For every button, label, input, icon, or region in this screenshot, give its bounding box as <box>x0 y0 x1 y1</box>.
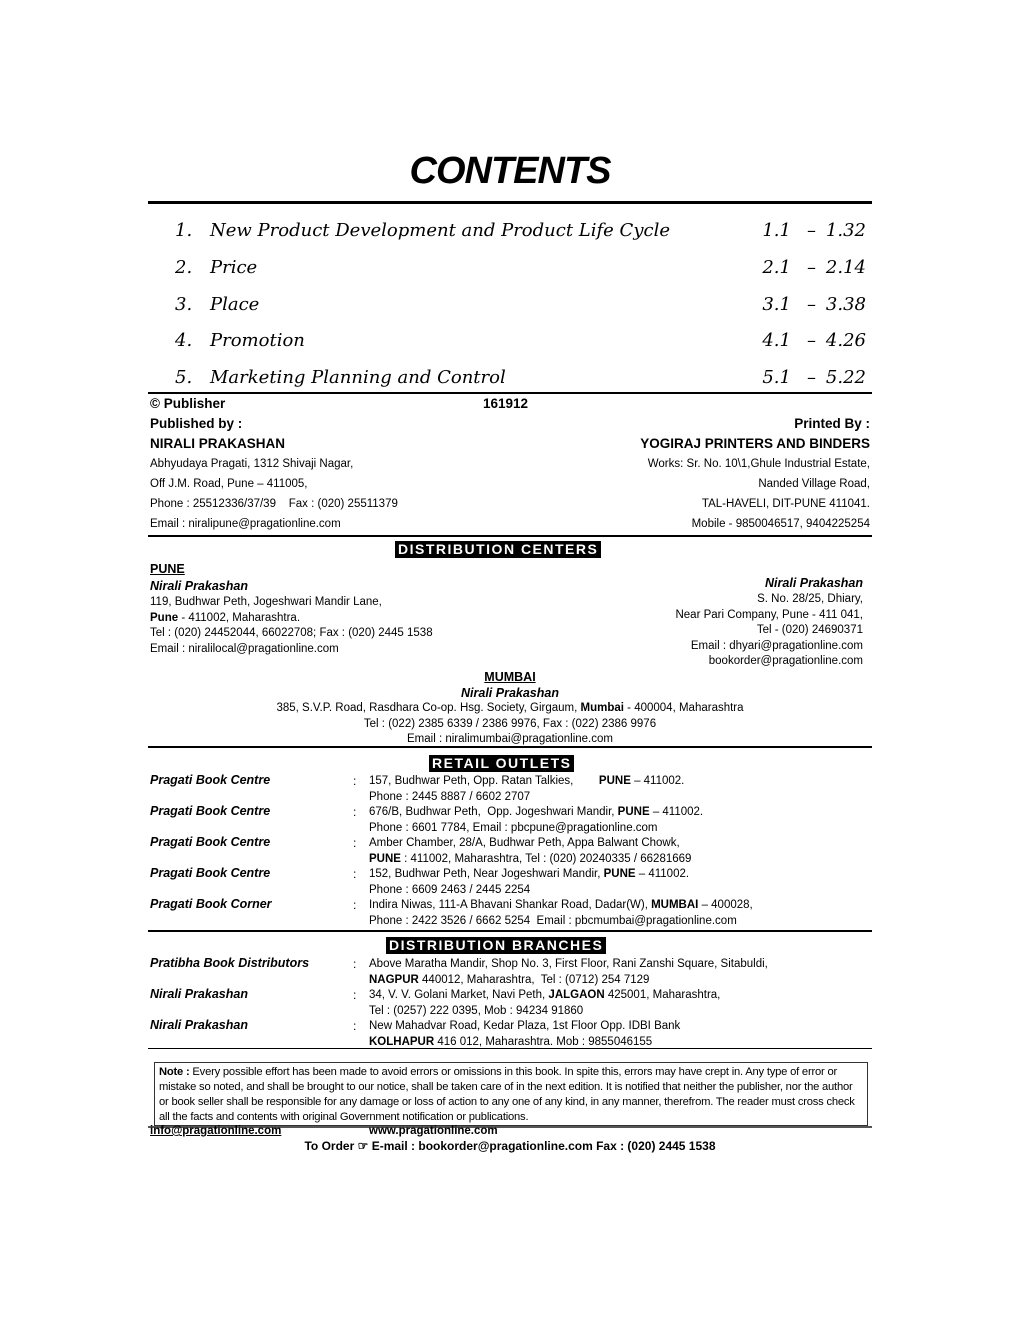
toc-number: 1. <box>175 220 193 241</box>
text: – 411002. <box>649 806 704 818</box>
bold-text: KOLHAPUR <box>369 1035 435 1048</box>
address-line <box>150 611 433 627</box>
toc-page-end: 5.22 <box>825 367 866 389</box>
pune-left-address <box>150 595 433 657</box>
address-line: S. No. 28/25, Dhiary, <box>757 593 863 605</box>
printer-line: Mobile - 9850046517, 9404225254 <box>691 518 870 530</box>
toc-number: 3. <box>175 293 193 315</box>
bold-text: PUNE <box>603 868 636 880</box>
toc-page-end: 2.14 <box>825 256 866 278</box>
colon: : <box>353 805 357 819</box>
pune-left-name: Nirali Prakashan <box>150 579 248 593</box>
text: : 411002, Maharashtra, Tel : (020) 20240335 / 66281669 <box>400 852 692 865</box>
address-line <box>369 790 684 806</box>
divider <box>148 535 872 537</box>
text: 385, S.V.P. Road, Rasdhara Co-op. Hsg. Society, Girgaum, <box>276 702 581 714</box>
bold-text: MUMBAI <box>651 899 699 911</box>
text: Tel : (020) 24452044, 66022708; Fax : (020) 2445 1538 <box>150 627 433 639</box>
note-text: Every possible effort has been made to avoid errors or omissions in this book. In spite this, errors may have crept in. Any type of error or mistake so noted, and shall be brought to our notice, shall be taken care of in the next edition. It is notified that neither the publisher, nor the author or book seller shall be responsible for any damage or loss of action to any one of any kind, in any manner, therefrom. The reader must cross check all the facts and contents with original Government notification or publications. <box>159 1066 855 1123</box>
address-line <box>369 1019 680 1035</box>
address-line: bookorder@pragationline.com <box>708 655 863 667</box>
text: 676/B, Budhwar Peth, Opp. Jogeshwari Mandir, <box>369 806 618 818</box>
retail-outlets-heading: RETAIL OUTLETS <box>429 755 574 772</box>
printed-by-label: Printed By : <box>794 416 870 431</box>
address <box>369 774 684 805</box>
bold-text: NAGPUR <box>369 973 419 986</box>
bold-text: PUNE <box>617 806 650 818</box>
toc-entry <box>148 220 872 246</box>
publisher-line: Phone : 25512336/37/39 Fax : (020) 25511379 <box>150 498 398 510</box>
divider <box>148 201 872 204</box>
printer-line: Works: Sr. No. 10\1,Ghule Industrial Estate, <box>647 458 870 470</box>
text: Email : niralilocal@pragationline.com <box>150 642 339 655</box>
outlet-name: Pragati Book Centre <box>150 835 271 849</box>
order-info: To Order ☞ E-mail : bookorder@pragationline.com Fax : (020) 2445 1538 <box>304 1139 716 1153</box>
toc-title: Place <box>210 293 260 315</box>
text: - 411002, Maharashtra. <box>178 611 301 624</box>
pune-right-name: Nirali Prakashan <box>765 576 863 590</box>
text: – 411002. <box>635 868 690 880</box>
text: 425001, Maharashtra, <box>604 989 721 1001</box>
colon: : <box>353 898 357 912</box>
toc-page-end: 1.32 <box>825 220 866 241</box>
text: Email : niralimumbai@pragationline.com <box>407 733 613 745</box>
address-line <box>369 821 703 837</box>
colon: : <box>353 988 357 1002</box>
address-line <box>369 805 703 821</box>
address <box>369 988 720 1019</box>
bold-text: Mumbai <box>580 702 624 714</box>
branch-name: Pratibha Book Distributors <box>150 956 310 970</box>
address <box>369 898 753 929</box>
toc-number: 2. <box>175 256 193 278</box>
text: – 400028, <box>698 899 753 911</box>
toc-page-start: 4.1 <box>762 330 791 352</box>
address-line <box>369 973 768 989</box>
toc-dash: – <box>807 367 816 389</box>
address-line <box>0 701 1020 717</box>
address-line <box>369 988 720 1004</box>
bold-text: Pune <box>150 611 179 624</box>
text: – 411002. <box>630 775 685 787</box>
address-line <box>369 1004 720 1020</box>
text: - 400004, Maharashtra <box>623 702 744 714</box>
colon: : <box>353 1019 357 1033</box>
address <box>369 1019 680 1050</box>
toc-page-start: 1.1 <box>762 220 791 241</box>
toc-dash: – <box>807 256 816 278</box>
text: Above Maratha Mandir, Shop No. 3, First Floor, Rani Zanshi Square, Sitabuldi, <box>369 958 768 970</box>
text: Indira Niwas, 111-A Bhavani Shankar Road, Dadar(W), <box>369 899 652 911</box>
distribution-branches-heading: DISTRIBUTION BRANCHES <box>386 937 606 954</box>
address-line <box>150 642 433 658</box>
text: Tel : (0257) 222 0395, Mob : 94234 91860 <box>369 1004 584 1017</box>
publisher-block <box>150 396 870 536</box>
address-line <box>369 914 753 930</box>
toc-title: Promotion <box>210 330 305 352</box>
outlet-name: Pragati Book Corner <box>150 897 272 911</box>
toc-page-end: 4.26 <box>825 330 866 352</box>
text: Phone : 2445 8887 / 6602 2707 <box>369 790 531 803</box>
toc-entry <box>148 367 872 393</box>
address-line <box>369 852 691 868</box>
toc-dash: – <box>807 293 816 315</box>
bold-text: PUNE <box>369 852 401 865</box>
text: 152, Budhwar Peth, Near Jogeshwari Mandir, <box>369 868 604 880</box>
divider <box>148 1048 872 1049</box>
toc-title: Price <box>210 256 258 278</box>
address-line <box>369 957 768 973</box>
toc-number: 5. <box>175 367 193 389</box>
address-line <box>369 774 684 790</box>
text: 416 012, Maharashtra. Mob : 9855046155 <box>434 1035 653 1048</box>
pune-right-address <box>675 592 863 670</box>
text: 157, Budhwar Peth, Opp. Ratan Talkies, <box>369 775 599 787</box>
distribution-centers-heading: DISTRIBUTION CENTERS <box>395 541 601 558</box>
toc-entry <box>148 257 872 283</box>
text: 440012, Maharashtra, Tel : (0712) 254 7129 <box>418 973 650 986</box>
text: 34, V. V. Golani Market, Navi Peth, <box>369 989 549 1001</box>
text: Phone : 6609 2463 / 2445 2254 <box>369 883 531 896</box>
text: 119, Budhwar Peth, Jogeshwari Mandir Lane, <box>150 596 382 608</box>
toc-entry <box>148 294 872 320</box>
toc-page-start: 3.1 <box>762 293 791 315</box>
outlet-name: Pragati Book Centre <box>150 804 271 818</box>
address-line <box>369 883 689 899</box>
text: Phone : 2422 3526 / 6662 5254 Email : pbcmumbai@pragationline.com <box>369 914 737 927</box>
disclaimer-note <box>154 1062 868 1126</box>
toc-number: 4. <box>175 330 193 352</box>
address <box>369 957 768 988</box>
publisher-line: Abhyudaya Pragati, 1312 Shivaji Nagar, <box>150 458 354 470</box>
address-line <box>369 836 691 852</box>
toc-entry <box>148 330 872 356</box>
mumbai-label: MUMBAI <box>484 670 536 684</box>
toc-title: New Product Development and Product Life Cycle <box>210 220 670 241</box>
address <box>369 836 691 867</box>
divider <box>148 746 872 748</box>
mumbai-name: Nirali Prakashan <box>461 686 559 700</box>
address-line: Near Pari Company, Pune - 411 041, <box>675 608 863 621</box>
toc-dash: – <box>807 330 816 352</box>
toc-page-start: 2.1 <box>762 256 791 278</box>
publisher-name: NIRALI PRAKASHAN <box>150 436 285 451</box>
mumbai-address <box>0 701 1020 748</box>
colon: : <box>353 836 357 850</box>
address <box>369 867 689 898</box>
bold-text: JALGAON <box>548 989 605 1001</box>
printer-name: YOGIRAJ PRINTERS AND BINDERS <box>640 436 870 451</box>
edition-code: 161912 <box>483 396 529 411</box>
info-email-link[interactable]: info@pragationline.com <box>150 1125 282 1137</box>
toc-page-end: 3.38 <box>825 293 866 315</box>
bold-text: PUNE <box>598 775 631 787</box>
address-line <box>369 898 753 914</box>
address <box>369 805 703 836</box>
outlet-name: Pragati Book Centre <box>150 866 271 880</box>
page-title: CONTENTS <box>409 150 611 192</box>
address-line <box>150 626 433 642</box>
colon: : <box>353 957 357 971</box>
toc-dash: – <box>807 220 816 241</box>
branch-name: Nirali Prakashan <box>150 987 248 1001</box>
branch-name: Nirali Prakashan <box>150 1018 248 1032</box>
outlet-name: Pragati Book Centre <box>150 773 271 787</box>
published-by-label: Published by : <box>150 416 243 431</box>
colon: : <box>353 774 357 788</box>
pune-label: PUNE <box>150 562 185 576</box>
address-line: Email : dhyari@pragationline.com <box>690 639 863 652</box>
address-line <box>0 717 1020 733</box>
divider <box>148 392 872 394</box>
toc-title: Marketing Planning and Control <box>210 367 506 389</box>
text: New Mahadvar Road, Kedar Plaza, 1st Floor Opp. IDBI Bank <box>369 1020 681 1032</box>
divider <box>148 930 872 932</box>
text: Phone : 6601 7784, Email : pbcpune@pragationline.com <box>369 821 658 834</box>
publisher-email: Email : niralipune@pragationline.com <box>150 518 341 530</box>
toc-page-start: 5.1 <box>762 367 791 389</box>
text: Tel : (022) 2385 6339 / 2386 9976, Fax : (022) 2386 9976 <box>363 717 657 730</box>
address-line <box>150 595 433 611</box>
note-label: Note : <box>159 1066 190 1078</box>
address-line: Tel - (020) 24690371 <box>756 624 863 636</box>
printer-line: Nanded Village Road, <box>758 478 870 490</box>
website-link[interactable]: www.pragationline.com <box>369 1125 498 1137</box>
publisher-line: Off J.M. Road, Pune – 411005, <box>150 478 308 490</box>
text: Amber Chamber, 28/A, Budhwar Peth, Appa Balwant Chowk, <box>369 837 680 849</box>
colon: : <box>353 867 357 881</box>
address-line <box>369 867 689 883</box>
copyright: © Publisher <box>150 396 226 411</box>
printer-line: TAL-HAVELI, DIT-PUNE 411041. <box>701 498 870 510</box>
